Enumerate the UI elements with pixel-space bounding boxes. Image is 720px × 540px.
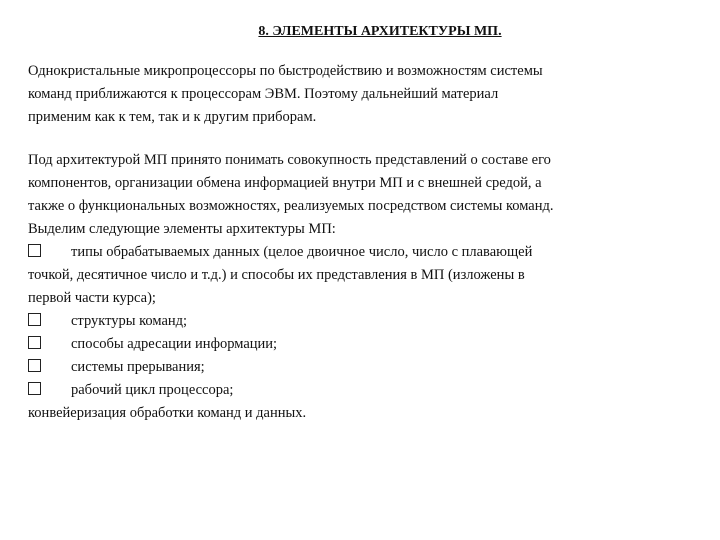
document-page: [28, 24, 692, 425]
checkbox-square-icon: [28, 359, 41, 372]
final-line: конвейеризация обработки команд и данных.: [28, 405, 307, 421]
list-item-continuation: первой части курса);: [28, 290, 156, 306]
intro-line-2: команд приближаются к процессорам ЭВМ. Поэтому дальнейший материал: [28, 86, 499, 102]
list-item-text: рабочий цикл процессора;: [71, 382, 234, 398]
checkbox-square-icon: [28, 313, 41, 326]
intro-paragraph: [28, 60, 692, 129]
list-item-addressing: [28, 333, 692, 356]
arch-line-4: Выделим следующие элементы архитектуры МП:: [28, 221, 336, 237]
list-item-work-cycle: [28, 379, 692, 402]
list-item-continuation: точкой, десятичное число и т.д.) и способы их представления в МП (изложены в: [28, 267, 525, 283]
list-item-text: типы обрабатываемых данных (целое двоичное число, число с плавающей: [71, 244, 533, 260]
checkbox-square-icon: [28, 244, 41, 257]
intro-line-1: Однокристальные микропроцессоры по быстродействию и возможностям системы: [28, 63, 543, 79]
list-item-text: способы адресации информации;: [71, 336, 278, 352]
intro-line-3: применим как к тем, так и к другим приборам.: [28, 109, 317, 125]
architecture-paragraph: [28, 149, 692, 425]
list-item-data-types: [28, 241, 692, 264]
list-item-interrupts: [28, 356, 692, 379]
list-item-text: системы прерывания;: [71, 359, 205, 375]
list-item-text: структуры команд;: [71, 313, 188, 329]
arch-line-3: также о функциональных возможностях, реализуемых посредством системы команд.: [28, 198, 554, 214]
list-item-command-structures: [28, 310, 692, 333]
arch-line-2: компонентов, организации обмена информацией внутри МП и с внешней средой, а: [28, 175, 542, 191]
checkbox-square-icon: [28, 382, 41, 395]
page-title: 8. ЭЛЕМЕНТЫ АРХИТЕКТУРЫ МП.: [258, 24, 502, 39]
arch-line-1: Под архитектурой МП принято понимать совокупность представлений о составе его: [28, 152, 551, 168]
checkbox-square-icon: [28, 336, 41, 349]
